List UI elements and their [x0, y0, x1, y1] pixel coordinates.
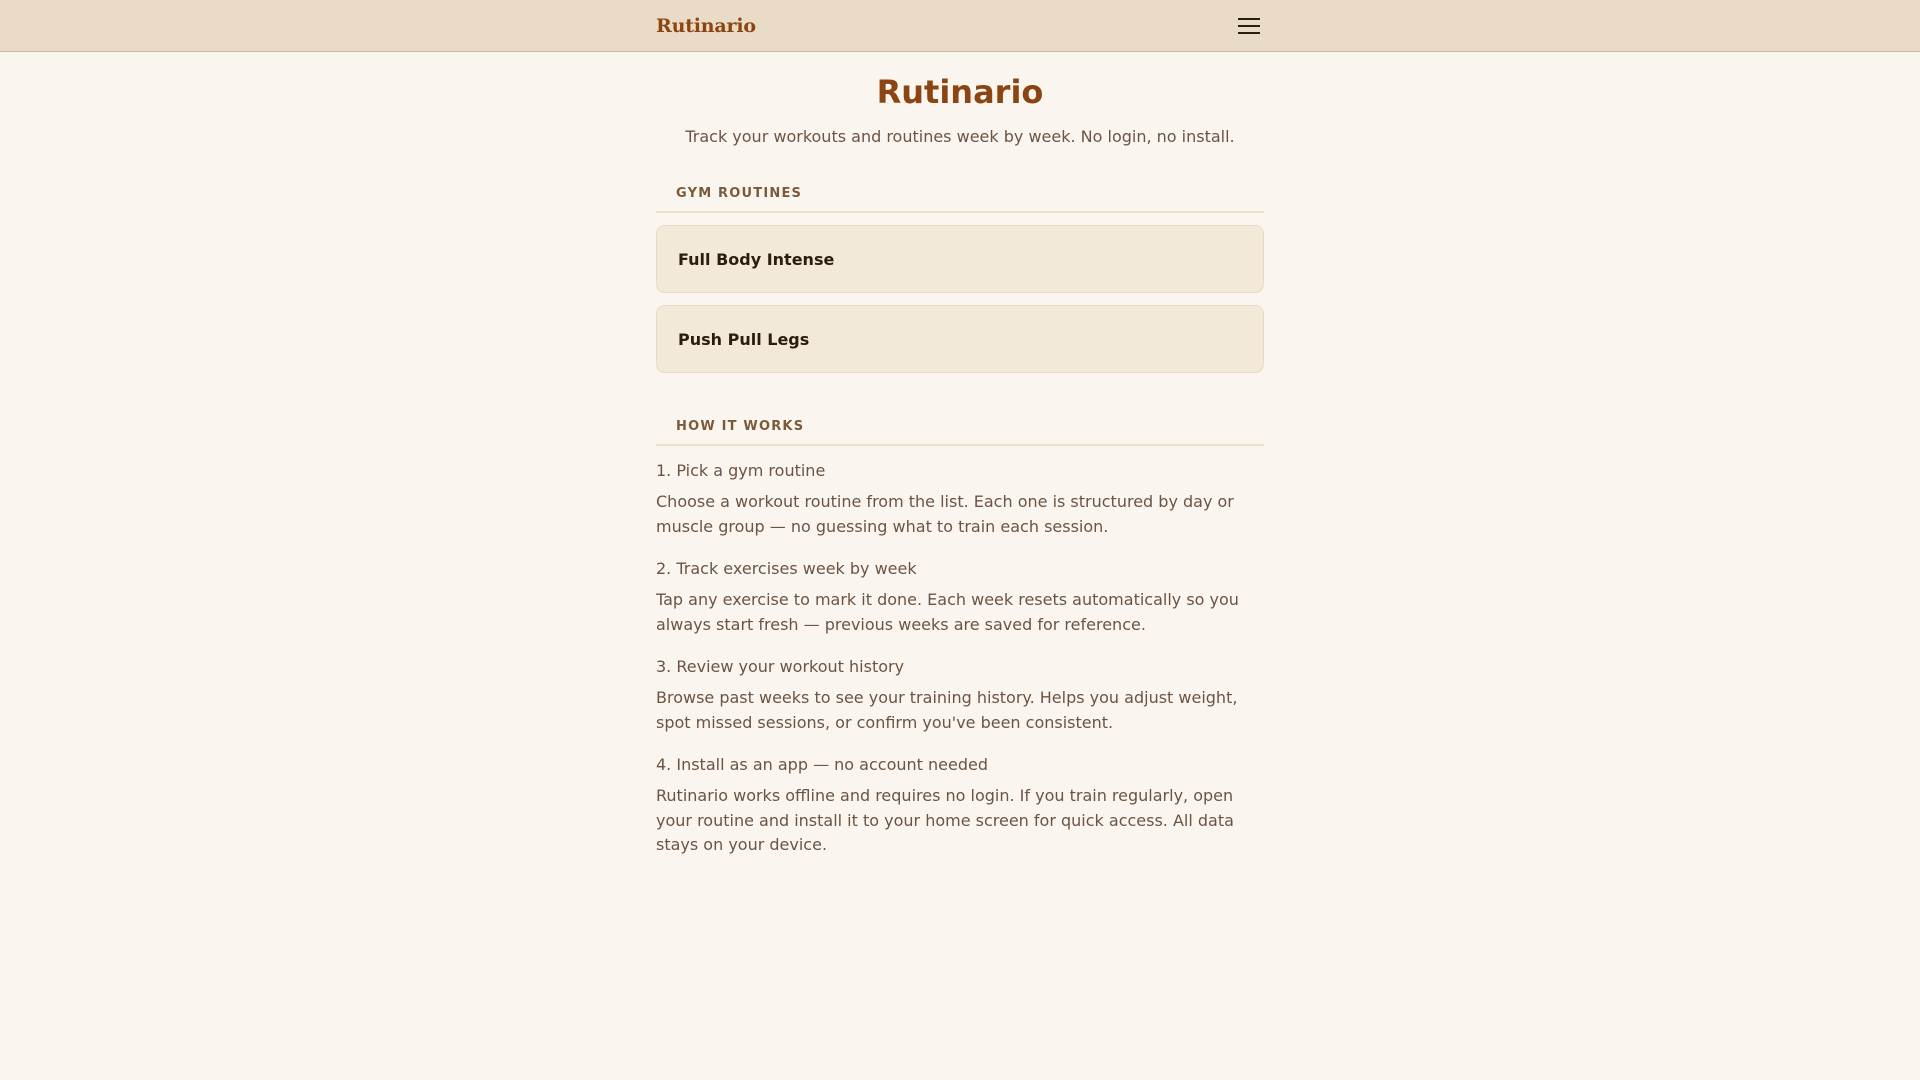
- page-subtitle: Track your workouts and routines week by week. No login, no install.: [685, 127, 1235, 146]
- step-description: Rutinario works offline and requires no login. If you train regularly, open your routine and install it to your home screen for quick access. All data stays on your device.: [656, 786, 1234, 854]
- steps-list: [656, 460, 1264, 858]
- section-heading-gym-routines: GYM ROUTINES: [656, 186, 1264, 213]
- routine-card-label: Full Body Intense: [678, 249, 835, 269]
- how-it-works-section: [656, 419, 1264, 858]
- step-item: [656, 656, 1264, 735]
- step-title: 4. Install as an app — no account needed: [656, 755, 988, 774]
- routine-card-label: Push Pull Legs: [678, 329, 810, 349]
- hamburger-menu-button[interactable]: [1238, 16, 1262, 36]
- hamburger-menu-icon-line: [1238, 18, 1260, 20]
- step-description: Browse past weeks to see your training history. Helps you adjust weight, spot missed sessions, or confirm you've been consistent.: [656, 688, 1238, 732]
- top-navbar: [0, 0, 1920, 52]
- page-title: Rutinario: [876, 73, 1044, 111]
- step-title: 2. Track exercises week by week: [656, 559, 917, 578]
- routine-card-push-pull-legs[interactable]: [656, 305, 1264, 373]
- step-item: [656, 754, 1264, 858]
- main-content: [656, 52, 1264, 877]
- section-heading-how-it-works: HOW IT WORKS: [656, 419, 1264, 446]
- step-title: 3. Review your workout history: [656, 657, 905, 676]
- step-item: [656, 460, 1264, 539]
- hamburger-menu-icon-line: [1238, 32, 1260, 34]
- brand-logo-link[interactable]: Rutinario: [656, 15, 756, 37]
- step-title: 1. Pick a gym routine: [656, 461, 826, 480]
- routine-card-full-body-intense[interactable]: [656, 225, 1264, 293]
- step-description: Choose a workout routine from the list. Each one is structured by day or muscle group — no guessing what to train each session.: [656, 492, 1234, 536]
- step-item: [656, 558, 1264, 637]
- gym-routines-section: [656, 186, 1264, 373]
- step-description: Tap any exercise to mark it done. Each week resets automatically so you always start fresh — previous weeks are saved for reference.: [656, 590, 1239, 634]
- navbar-container: [656, 0, 1264, 52]
- hamburger-menu-icon-line: [1238, 25, 1260, 27]
